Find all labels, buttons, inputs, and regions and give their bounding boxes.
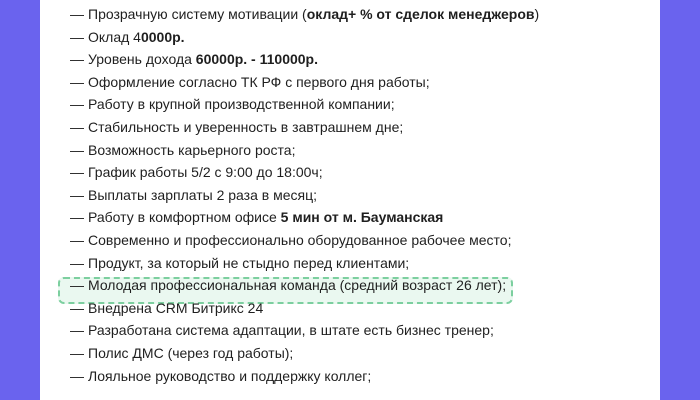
list-item-text: Выплаты зарплаты 2 раза в месяц; [88,186,317,203]
list-item-text: Работу в крупной производственной компании; [88,96,395,113]
bullet-dash: — [70,164,84,181]
list-item [70,139,295,161]
list-item-text: Стабильность и уверенность в завтрашнем дне; [88,119,404,135]
content-card [40,0,660,400]
list-item [70,252,409,274]
list-item-text: Современно и профессионально оборудованное рабочее место; [88,232,512,248]
bullet-dash: — [70,209,84,226]
list-item-text: Возможность карьерного роста; [88,141,296,158]
list-item-text: Молодая профессиональная команда (средний возраст 26 лет); [88,277,507,294]
list-item-bold-text: 5 мин от м. Бауманская [280,209,444,226]
bullet-dash: — [70,6,84,22]
list-item-text: Разработана система адаптации, в штате есть бизнес тренер; [88,322,494,339]
bullet-dash: — [70,73,84,90]
list-item-text: ) [534,6,540,22]
bullet-dash: — [70,345,84,361]
list-item [70,297,263,319]
list-item-text: Работу в комфортном офисе [88,209,281,226]
list-item [70,116,403,138]
list-item-text: Лояльное руководство и поддержку коллег; [88,367,372,384]
bullet-dash: — [70,322,84,339]
list-item [70,229,512,251]
list-item-text: Оформление согласно ТК РФ с первого дня работы; [88,73,430,90]
list-item-text: Полис ДМС (через год работы); [88,345,294,361]
bullet-dash: — [70,141,84,158]
bullet-dash: — [70,367,84,384]
list-item-text: Продукт, за который не стыдно перед клиентами; [88,254,410,271]
list-item [70,365,371,387]
bullet-dash: — [70,96,84,113]
bullet-dash: — [70,28,84,45]
list-item [70,319,494,341]
bullet-dash: — [70,254,84,271]
bullet-dash: — [70,51,84,68]
bullet-dash: — [70,119,84,135]
bullet-dash: — [70,299,84,316]
list-item-text: Внедрена CRM Битрикс 24 [88,299,264,316]
list-item [70,184,317,206]
list-item [70,274,506,296]
list-item [70,206,443,228]
list-item [70,3,539,25]
list-item-text: Уровень дохода [88,51,196,68]
list-item-text: Оклад 4 [88,28,141,45]
bullet-dash: — [70,186,84,203]
list-item-text: График работы 5/2 с 9:00 до 18:00ч; [88,164,323,181]
list-item-text: Прозрачную систему мотивации ( [88,6,307,22]
list-item-bold-text: 60000р. - 110000р. [195,51,318,68]
bullet-dash: — [70,232,84,248]
list-item [70,342,293,364]
bullet-dash: — [70,277,84,294]
list-item [70,48,318,70]
list-item [70,93,395,115]
list-item [70,26,185,48]
list-item [70,71,430,93]
list-item [70,161,323,183]
list-item-bold-text: оклад+ % от сделок менеджеров [306,6,535,22]
list-item-bold-text: 0000р. [140,28,185,45]
